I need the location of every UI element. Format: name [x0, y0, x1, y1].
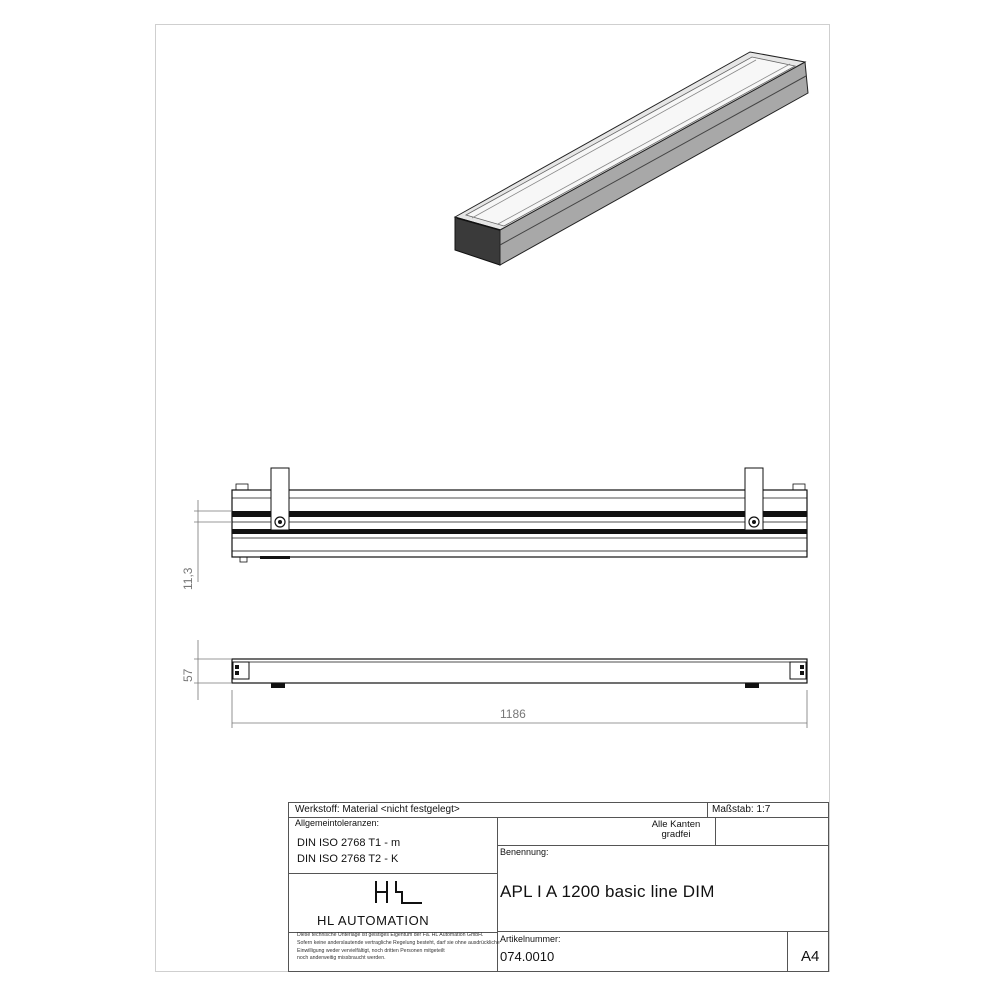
legal-notice	[297, 932, 507, 963]
legal-line-1: Diese technische Unterlage ist geistiges Eigentum der Fa. HL Automation GmbH.	[297, 932, 484, 938]
designation: APL I A 1200 basic line DIM	[500, 882, 715, 901]
hl-logo-icon	[374, 879, 424, 905]
legal-line-2: Sofern keine anderslautende vertragliche Regelung besteht, darf sie ohne ausdrückliche Einwilligung weder vervielfältigt, noch dritten Personen mitgeteilt	[297, 939, 500, 954]
designation-label: Benennung:	[500, 847, 549, 857]
edges-note	[629, 820, 723, 840]
edges-line-1: Alle Kanten	[651, 819, 701, 830]
article-number: 074.0010	[500, 949, 555, 964]
dimension-label-1186: 1186	[500, 707, 526, 721]
article-label: Artikelnummer:	[500, 934, 561, 944]
legal-line-3: noch anderweitig missbraucht werden.	[297, 955, 386, 962]
sheet-size: A4	[801, 948, 820, 965]
tolerances-label: Allgemeintoleranzen:	[295, 818, 380, 828]
scale-label: Maßstab: 1:7	[712, 804, 771, 815]
dimension-label-57: 57	[181, 668, 195, 682]
dimension-height-side	[194, 640, 232, 700]
front-view	[232, 468, 807, 562]
title-block	[288, 802, 829, 972]
company-name: HL AUTOMATION	[317, 913, 430, 928]
tolerance-2: DIN ISO 2768 T2 - K	[297, 853, 399, 865]
isometric-view	[455, 52, 808, 265]
tolerance-1: DIN ISO 2768 T1 - m	[297, 837, 401, 849]
dimension-label-11-3: 11,3	[181, 567, 195, 590]
dimension-height-rail	[194, 500, 232, 582]
side-view	[232, 659, 807, 688]
material-label: Werkstoff: Material <nicht festgelegt>	[295, 804, 460, 815]
edges-line-2: gradfei	[661, 829, 691, 840]
